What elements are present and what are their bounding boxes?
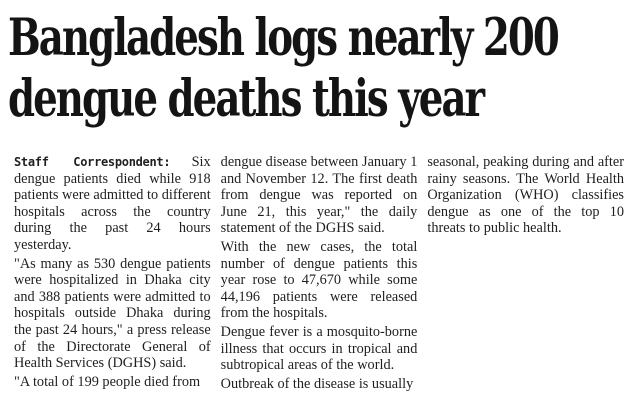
paragraph-text: With the new cases, the total number of dengue patients this year rose to 47,670 while some 44,196 patients were released from the hospitals.: [220, 238, 418, 322]
article-column-2: [221, 154, 418, 398]
paragraph-text-continued: seasonal, peaking during and after rainy seasons. The World Health Organization (WHO) classifies dengue as one of the top 10 threats to public health.: [427, 154, 625, 237]
article-headline: [8, 8, 558, 130]
article-paragraph: [221, 376, 418, 393]
article-paragraph: [14, 374, 211, 391]
paragraph-text: Outbreak of the disease is usually: [220, 375, 414, 392]
article-column-3: [427, 154, 624, 398]
article-column-1: [14, 154, 211, 398]
headline-line-1: Bangladesh logs nearly 200: [8, 8, 558, 68]
paragraph-text: "A total of 199 people died from: [14, 373, 201, 390]
article-paragraph: [221, 154, 418, 237]
article-paragraph: [14, 256, 211, 372]
article-paragraph: [427, 154, 624, 237]
article-paragraph: [14, 154, 211, 254]
article-paragraph: [221, 324, 418, 374]
article-body: [14, 154, 624, 398]
paragraph-text: "As many as 530 dengue patients were hospitalized in Dhaka city and 388 patients were admitted to hospitals outside Dhaka during the past 24 hours," a press release of the Directorate General of Health Services (DGHS) said.: [14, 255, 211, 372]
paragraph-text: Dengue fever is a mosquito-borne illness that occurs in tropical and subtropical areas of the world.: [220, 323, 418, 374]
headline-line-2: dengue deaths this year: [8, 69, 484, 129]
paragraph-text: Six dengue patients died while 918 patients were admitted to different hospitals across the country during the past 24 hours yesterday.: [14, 154, 211, 253]
byline: Staff Correspondent:: [14, 155, 171, 169]
article-paragraph: [221, 239, 418, 322]
paragraph-text-continued: dengue disease between January 1 and November 12. The first death from dengue was reported on June 21, this year," the daily statement of the DGHS said.: [220, 154, 418, 237]
